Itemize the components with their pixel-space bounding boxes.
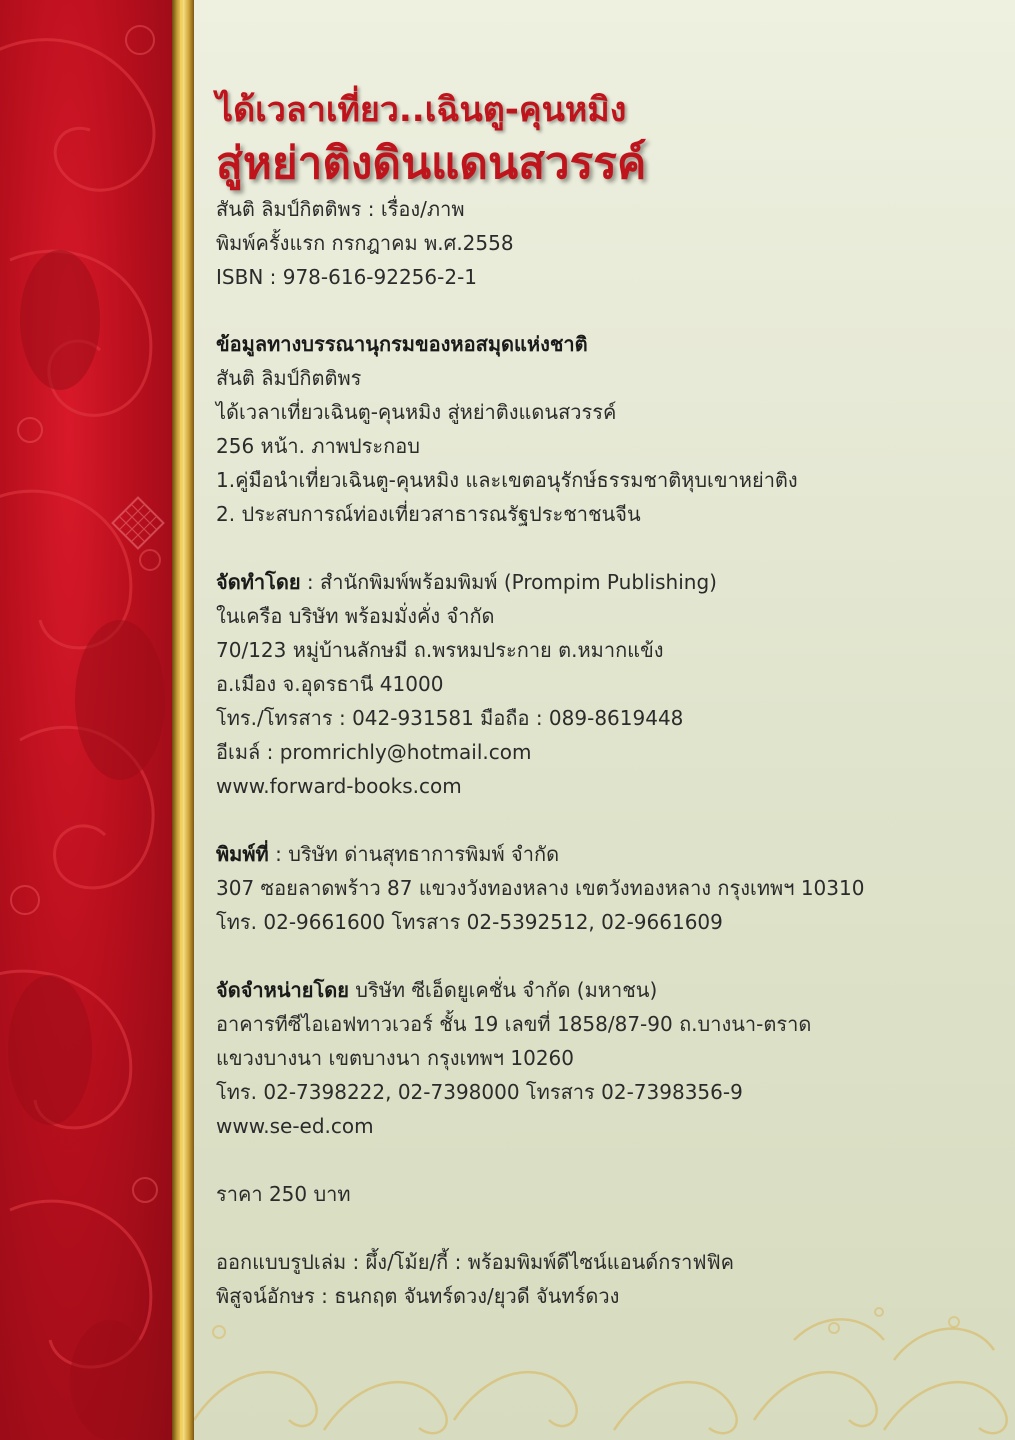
- isbn: ISBN : 978-616-92256-2-1: [216, 265, 478, 289]
- distributor-address: แขวงบางนา เขตบางนา กรุงเทพฯ 10260: [216, 1046, 574, 1070]
- catalog-line: 2. ประสบการณ์ท่องเที่ยวสาธารณรัฐประชาชนจีน: [216, 502, 641, 526]
- price: ราคา 250 บาท: [216, 1182, 351, 1206]
- printer-phone: โทร. 02-9661600 โทรสาร 02-5392512, 02-9661609: [216, 910, 723, 934]
- producer-website: www.forward-books.com: [216, 774, 462, 798]
- producer-email: อีเมล์ : promrichly@hotmail.com: [216, 740, 532, 764]
- distributor-address: อาคารทีซีไอเอฟทาวเวอร์ ชั้น 19 เลขที่ 1858/87-90 ถ.บางนา-ตราด: [216, 1012, 812, 1036]
- producer-detail: อ.เมือง จ.อุดรธานี 41000: [216, 672, 444, 696]
- floral-pattern-decoration: [0, 0, 172, 1440]
- red-ornamental-sidebar: [0, 0, 172, 1440]
- book-title-line-2: สู่หย่าติงดินแดนสวรรค์: [216, 138, 647, 189]
- gold-wave-decoration: [194, 1300, 1015, 1440]
- catalog-line: ได้เวลาเที่ยวเฉินตู-คุนหมิง สู่หย่าติงแดนสวรรค์: [216, 400, 617, 424]
- producer-name: : สำนักพิมพ์พร้อมพิมพ์ (Prompim Publishing): [300, 570, 717, 594]
- edition-info: พิมพ์ครั้งแรก กรกฎาคม พ.ศ.2558: [216, 231, 514, 255]
- catalog-line: สันติ ลิมป์กิตติพร: [216, 366, 362, 390]
- distributor-website: www.se-ed.com: [216, 1114, 374, 1138]
- distributor-label: จัดจำหน่ายโดย: [216, 978, 349, 1002]
- distributor-line: [216, 977, 657, 1003]
- gold-border-band: [172, 0, 194, 1440]
- catalog-line: 256 หน้า. ภาพประกอบ: [216, 434, 420, 458]
- proofread-credit: พิสูจน์อักษร : ธนกฤต จันทร์ดวง/ยุวดี จันทร์ดวง: [216, 1284, 620, 1308]
- printer-address: 307 ซอยลาดพร้าว 87 แขวงวังทองหลาง เขตวังทองหลาง กรุงเทพฯ 10310: [216, 876, 865, 900]
- producer-label: จัดทำโดย: [216, 570, 301, 594]
- book-title-line-1: ได้เวลาเที่ยว..เฉินตู-คุนหมิง: [216, 90, 627, 130]
- distributor-name: บริษัท ซีเอ็ดยูเคชั่น จำกัด (มหาชน): [348, 978, 658, 1002]
- design-credit: ออกแบบรูปเล่ม : ผึ้ง/โม้ย/กี้ : พร้อมพิมพ์ดีไซน์แอนด์กราฟฟิค: [216, 1250, 735, 1274]
- producer-line: [216, 569, 717, 595]
- printer-line: [216, 841, 559, 867]
- producer-phone: โทร./โทรสาร : 042-931581 มือถือ : 089-8619448: [216, 706, 684, 730]
- distributor-phone: โทร. 02-7398222, 02-7398000 โทรสาร 02-7398356-9: [216, 1080, 743, 1104]
- catalog-line: 1.คู่มือนำเที่ยวเฉินตู-คุนหมิง และเขตอนุรักษ์ธรรมชาติหุบเขาหย่าติง: [216, 468, 798, 492]
- printer-label: พิมพ์ที่: [216, 842, 269, 866]
- gold-border-highlight: [180, 0, 183, 1440]
- author-credit: สันติ ลิมป์กิตติพร : เรื่อง/ภาพ: [216, 197, 465, 221]
- producer-detail: ในเครือ บริษัท พร้อมมั่งคั่ง จำกัด: [216, 604, 495, 628]
- producer-detail: 70/123 หมู่บ้านลักษมี ถ.พรหมประกาย ต.หมากแข้ง: [216, 638, 664, 662]
- catalog-heading: ข้อมูลทางบรรณานุกรมของหอสมุดแห่งชาติ: [216, 332, 588, 356]
- printer-name: : บริษัท ด่านสุทธาการพิมพ์ จำกัด: [268, 842, 560, 866]
